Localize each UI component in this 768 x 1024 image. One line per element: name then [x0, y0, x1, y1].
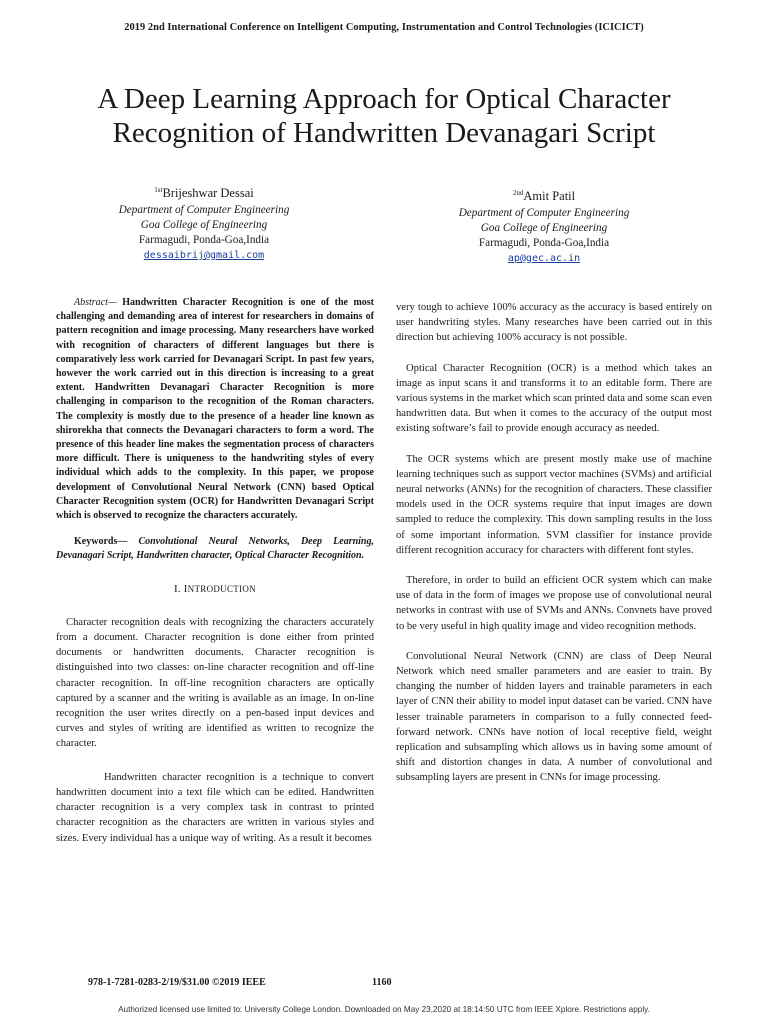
- keywords-text: Convolutional Neural Networks, Deep Learning, Devanagari Script, Handwritten character, Optical Character Recognition.: [56, 536, 374, 562]
- author-name: [414, 189, 674, 204]
- footer-isbn: 978-1-7281-0283-2/19/$31.00 ©2019 IEEE: [88, 977, 266, 988]
- section-number: I.: [174, 582, 181, 595]
- intro-paragraph-2: Handwritten character recognition is a technique to convert handwritten document into a text file which can be edited. Handwritten character recognition is a very complex task in contrast to printed character recognition as the characters are written in various styles and sizes. Every individual has a unique way of writing. As a result it becomes: [56, 771, 374, 844]
- section-heading: [56, 582, 374, 597]
- author-location: Farmagudi, Ponda-Goa,India: [478, 237, 610, 249]
- author-department: Department of Computer Engineering: [118, 204, 290, 216]
- section-title-rest: NTRODUCTION: [187, 583, 256, 594]
- paper-title: A Deep Learning Approach for Optical Character Recognition of Handwritten Devanagari Script: [97, 83, 671, 149]
- right-paragraph-3: The OCR systems which are present mostly make use of machine learning techniques such as support vector machines (SVMs) and artificial neural networks (ANNs) for the recognition of characters. These classifier models used in the OCR systems require that input images are down sampled to reduce the complexity. This down sampling results in the loss of some important information. SVM classifier for instance provide different recognition accuracy for characters with different font styles.: [396, 453, 712, 556]
- right-paragraph-1: very tough to achieve 100% accuracy as the accuracy is based entirely on user handwriting styles. Many researches have been carried out in this direction but achieving 100% accuracy is not possible.: [396, 302, 712, 344]
- author-name: [74, 186, 334, 201]
- left-column: [56, 296, 374, 846]
- author-email-link[interactable]: dessaibrij@gmail.com: [143, 250, 265, 261]
- author-college: Goa College of Engineering: [140, 219, 268, 231]
- author-department: Department of Computer Engineering: [458, 207, 630, 219]
- author-block-1: [74, 186, 334, 263]
- right-column: [396, 300, 712, 801]
- section-title-initial: I: [183, 582, 188, 595]
- keywords: [56, 535, 374, 563]
- intro-paragraph-1: Character recognition deals with recognizing the characters accurately from a document. Character recognition is done either from printed documents or handwritten documents. Character recognition is distinguished into two classes: on-line character recognition and off-line character recognition. In off-line recognition characters are optically captured by a scanner and the writing is available as an image. In on-line recognition the user writes directly on a pen-based input devices and curves and styles of writing are identified as written to recognize the character.: [56, 616, 374, 750]
- author-index: 1st: [154, 185, 163, 194]
- author-name-text: Amit Patil: [523, 189, 576, 203]
- right-paragraph-2: Optical Character Recognition (OCR) is a method which takes an image as input scans it and transforms it to an editable form. There are various systems in the market which scan printed data and some scan even handwritten data. But when it comes to the accuracy of the output most existing software’s fail to provide enough accuracy as needed.: [396, 362, 712, 435]
- license-notice: Authorized licensed use limited to: University College London. Downloaded on May 23,2020 at 18:14:50 UTC from IEEE Xplore. Restrictions apply.: [118, 1005, 650, 1014]
- author-name-text: Brijeshwar Dessai: [162, 186, 254, 200]
- conference-header: 2019 2nd International Conference on Intelligent Computing, Instrumentation and Control Technologies (ICICICT): [124, 22, 644, 33]
- abstract-label: Abstract—: [74, 297, 117, 308]
- author-location: Farmagudi, Ponda-Goa,India: [138, 234, 270, 246]
- page-number: 1160: [372, 977, 392, 988]
- abstract: [56, 296, 374, 523]
- author-college: Goa College of Engineering: [480, 222, 608, 234]
- author-email-link[interactable]: ap@gec.ac.in: [507, 253, 581, 264]
- keywords-label: Keywords—: [74, 536, 128, 548]
- author-index: 2nd: [512, 188, 524, 197]
- author-block-2: [414, 189, 674, 266]
- right-paragraph-5: Convolutional Neural Network (CNN) are class of Deep Neural Network which need smaller parameters and are easier to train. By changing the number of hidden layers and trainable parameters in each layer of CNN their ability to model input dataset can be varied. CNN have lesser trainable parameters in comparison to a fully connected feed-forward network. CNNs have notion of local receptive field, weight replication and subsampling which allows us in having some amount of shift and distortion changes in data. A number of convolutional and subsampling layers are present in CNNs for image processing.: [396, 650, 712, 784]
- right-paragraph-4: Therefore, in order to build an efficient OCR system which can make use of data in the form of images we propose use of convolutional neural networks in contrast with use of SVMs and ANNs. Convnets have proved to be very useful in high quality image and video recognition methods.: [396, 575, 712, 632]
- abstract-text: Handwritten Character Recognition is one of the most challenging and demanding area of interest for researchers in domains of pattern recognition and image processing. Many researchers have worked with recognition of characters of different languages but there is comparatively less work carried for Devanagari Script. In past few years, however the work carried out in this direction is increasing to a great extent. Handwritten Devanagari Character Recognition is more challenging in comparison to the recognition of the Roman characters. The complexity is mostly due to the presence of a header line known as shirorekha that connects the Devanagari characters to form a word. The presence of this header line makes the segmentation process of characters more difficult. There is uniqueness to the handwriting styles of every individual which adds to the complexity. In this paper, we propose development of Convolutional Neural Network (CNN) based Optical Character Recognition system (OCR) for Handwritten Devanagari Script which is observed to recognize the characters accurately.: [56, 297, 374, 522]
